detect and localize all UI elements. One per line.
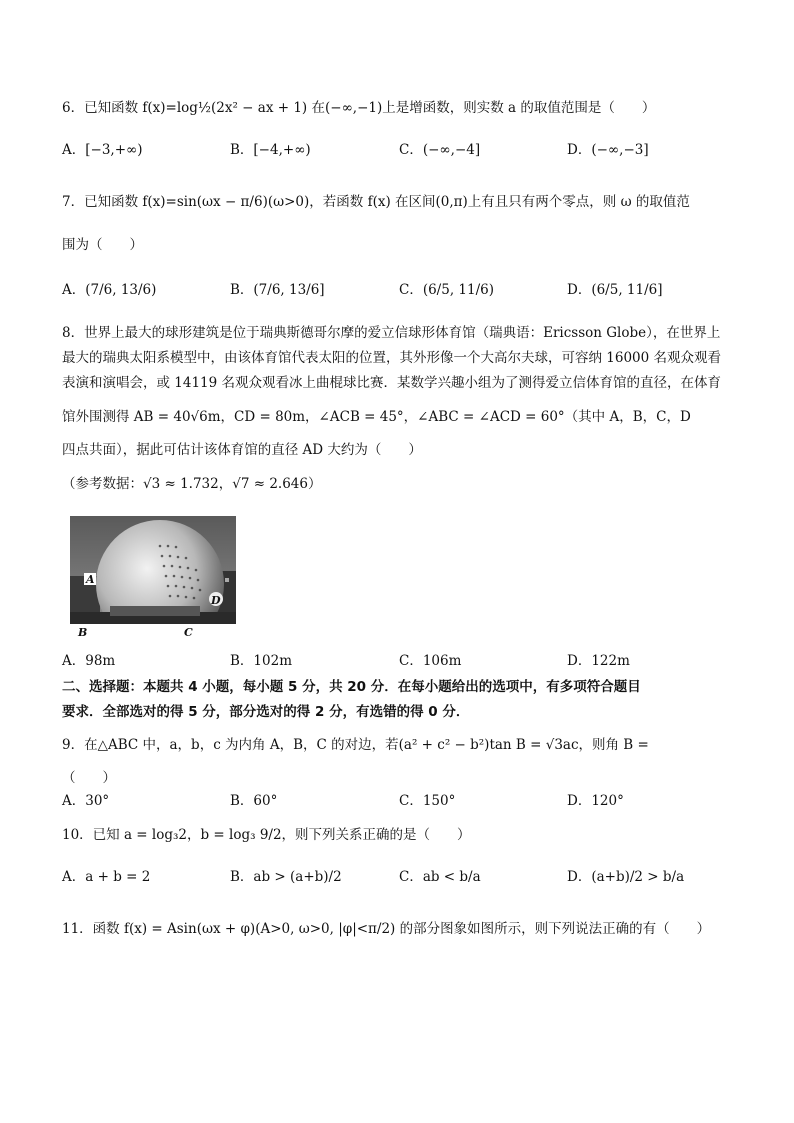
q10-stem: 10．已知 a = log₃2，b = log₃ 9/2，则下列关系正确的是（ ） [62,827,471,843]
q7-option-c[interactable]: C．(6/5, 11/6) [399,282,494,298]
q8-option-c[interactable]: C．106m [399,653,462,669]
q10-option-b[interactable]: B．ab > (a+b)/2 [230,869,342,885]
q9-option-d[interactable]: D．120° [567,793,624,809]
section-2-heading-cont: 要求．全部选对的得 5 分，部分选对的得 2 分，有选错的得 0 分． [62,704,470,720]
q7-stem: 7．已知函数 f(x)=sin(ωx − π/6)(ω>0)，若函数 f(x) 在区间(0,π)上有且只有两个零点，则 ω 的取值范 [62,194,690,210]
photo-label-a: A [86,573,95,586]
photo-label-b: B [78,626,88,638]
q8-line-1: 8．世界上最大的球形建筑是位于瑞典斯德哥尔摩的爱立信球形体育馆（瑞典语：Ericsson Globe），在世界上 [62,325,721,341]
q10-option-d[interactable]: D．(a+b)/2 > b/a [567,869,685,885]
q8-line-2: 最大的瑞典太阳系模型中，由该体育馆代表太阳的位置，其外形像一个大高尔夫球，可容纳 16000 名观众观看 [62,350,722,366]
q10-option-c[interactable]: C．ab < b/a [399,869,481,885]
q11-stem: 11．函数 f(x) = Asin(ωx + φ)(A>0, ω>0, |φ|<π/2) 的部分图象如图所示，则下列说法正确的有（ ） [62,921,711,937]
photo-label-c: C [184,626,193,638]
q7-option-a[interactable]: A．(7/6, 13/6) [62,282,157,298]
q6-option-a[interactable]: A．[−3,+∞) [62,142,143,158]
q8-line-5: 四点共面），据此可估计该体育馆的直径 AD 大约为（ ） [62,442,422,458]
q6-stem: 6．已知函数 f(x)=log½(2x² − ax + 1) 在(−∞,−1)上是增函数，则实数 a 的取值范围是（ ） [62,100,656,116]
q9-option-a[interactable]: A．30° [62,793,110,809]
q6-option-d[interactable]: D．(−∞,−3] [567,142,649,158]
q9-option-b[interactable]: B．60° [230,793,278,809]
q7-option-d[interactable]: D．(6/5, 11/6] [567,282,663,298]
q7-stem-cont: 围为（ ） [62,237,143,253]
q6-option-b[interactable]: B．[−4,+∞) [230,142,311,158]
q8-reference-data: （参考数据：√3 ≈ 1.732，√7 ≈ 2.646） [62,476,322,492]
q9-stem: 9．在△ABC 中，a，b，c 为内角 A，B，C 的对边，若(a² + c² − b²)tan B = √3ac，则角 B = [62,737,649,753]
q8-option-b[interactable]: B．102m [230,653,292,669]
q7-option-b[interactable]: B．(7/6, 13/6] [230,282,325,298]
q8-option-d[interactable]: D．122m [567,653,630,669]
q10-option-a[interactable]: A．a + b = 2 [62,869,151,885]
section-2-heading: 二、选择题：本题共 4 小题，每小题 5 分，共 20 分．在每小题给出的选项中，有多项符合题目 [62,679,641,695]
q8-line-4: 馆外围测得 AB = 40√6m，CD = 80m，∠ACB = 45°，∠ABC = ∠ACD = 60°（其中 A，B，C，D [62,409,691,425]
photo-label-d: D [211,594,221,607]
ericsson-globe-photo [70,516,236,638]
globe-photo-svg [70,516,236,638]
q9-stem-cont: （ ） [62,770,116,786]
q8-option-a[interactable]: A．98m [62,653,116,669]
q9-option-c[interactable]: C．150° [399,793,456,809]
q8-line-3: 表演和演唱会，或 14119 名观众观看冰上曲棍球比赛．某数学兴趣小组为了测得爱立信体育馆的直径，在体育 [62,375,722,391]
q6-option-c[interactable]: C．(−∞,−4] [399,142,481,158]
